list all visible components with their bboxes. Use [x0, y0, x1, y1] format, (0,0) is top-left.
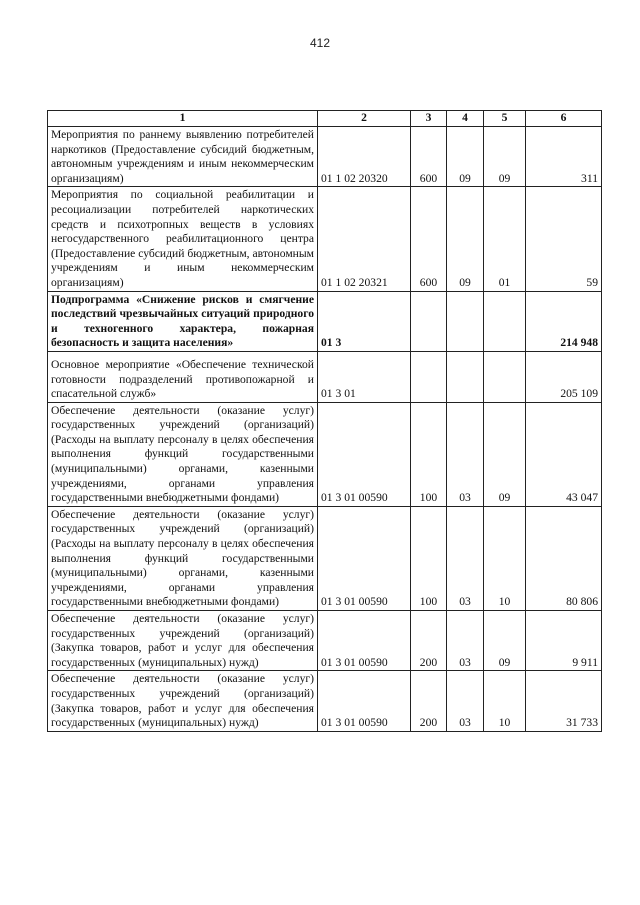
row-code: 01 3 01 00590 [318, 506, 411, 610]
row-description: Мероприятия по социальной реабилитации и ресоциализации потребителей наркотических средств и психотропных веществ в условиях негосударственного реабилитационного центра (Предоставление субсидий бюджетным, автономным учреждениям и иным некоммерческим организациям) [48, 187, 318, 291]
row-code: 01 3 [318, 291, 411, 351]
table-row [48, 402, 602, 506]
row-col4: 03 [447, 671, 484, 731]
row-amount: 80 806 [526, 506, 602, 610]
row-col4: 09 [447, 187, 484, 291]
row-code: 01 1 02 20320 [318, 127, 411, 187]
table-row [48, 351, 602, 402]
row-description: Обеспечение деятельности (оказание услуг) государственных учреждений (организаций) (Расходы на выплату персоналу в целях обеспечения выполнения функций государственными (муниципальными) органами, казенными учреждениями, органами управления государственными внебюджетными фондами) [48, 506, 318, 610]
table-row [48, 611, 602, 671]
row-amount: 43 047 [526, 402, 602, 506]
row-description: Обеспечение деятельности (оказание услуг) государственных учреждений (организаций) (Закупка товаров, работ и услуг для обеспечения государственных (муниципальных) нужд) [48, 611, 318, 671]
row-amount: 205 109 [526, 351, 602, 402]
table-row [48, 127, 602, 187]
row-description: Обеспечение деятельности (оказание услуг) государственных учреждений (организаций) (Закупка товаров, работ и услуг для обеспечения государственных (муниципальных) нужд) [48, 671, 318, 731]
header-col-3: 3 [411, 111, 447, 127]
table-row [48, 671, 602, 731]
table-row [48, 506, 602, 610]
row-code: 01 3 01 [318, 351, 411, 402]
row-col4: 03 [447, 611, 484, 671]
row-amount: 311 [526, 127, 602, 187]
row-col5: 01 [484, 187, 526, 291]
row-col3: 600 [411, 187, 447, 291]
row-col4 [447, 351, 484, 402]
row-description: Обеспечение деятельности (оказание услуг) государственных учреждений (организаций) (Расходы на выплату персоналу в целях обеспечения выполнения функций государственными (муниципальными) органами, казенными учреждениями, органами управления государственными внебюджетными фондами) [48, 402, 318, 506]
row-col3: 600 [411, 127, 447, 187]
row-description: Подпрограмма «Снижение рисков и смягчение последствий чрезвычайных ситуаций природного и техногенного характера, пожарная безопасность и защита населения» [48, 291, 318, 351]
row-col3: 100 [411, 506, 447, 610]
page-number: 412 [309, 36, 331, 50]
row-col3: 200 [411, 611, 447, 671]
row-col4: 03 [447, 402, 484, 506]
row-col4 [447, 291, 484, 351]
row-code: 01 3 01 00590 [318, 671, 411, 731]
row-col5: 10 [484, 671, 526, 731]
row-code: 01 1 02 20321 [318, 187, 411, 291]
row-description: Мероприятия по раннему выявлению потребителей наркотиков (Предоставление субсидий бюджетным, автономным учреждениям и иным некоммерческим организациям) [48, 127, 318, 187]
header-col-4: 4 [447, 111, 484, 127]
table-header-row [48, 111, 602, 127]
header-col-1: 1 [48, 111, 318, 127]
row-col5: 09 [484, 611, 526, 671]
row-code: 01 3 01 00590 [318, 611, 411, 671]
row-description: Основное мероприятие «Обеспечение технической готовности подразделений противопожарной и спасательной служб» [48, 351, 318, 402]
row-amount: 214 948 [526, 291, 602, 351]
row-col5: 09 [484, 127, 526, 187]
row-col3: 100 [411, 402, 447, 506]
row-col3 [411, 351, 447, 402]
row-col3: 200 [411, 671, 447, 731]
row-col5: 10 [484, 506, 526, 610]
table-row [48, 187, 602, 291]
row-code: 01 3 01 00590 [318, 402, 411, 506]
row-amount: 59 [526, 187, 602, 291]
row-col5: 09 [484, 402, 526, 506]
table-row-subprogram [48, 291, 602, 351]
header-col-6: 6 [526, 111, 602, 127]
row-col3 [411, 291, 447, 351]
header-col-2: 2 [318, 111, 411, 127]
row-col5 [484, 291, 526, 351]
row-col5 [484, 351, 526, 402]
header-col-5: 5 [484, 111, 526, 127]
row-col4: 03 [447, 506, 484, 610]
row-col4: 09 [447, 127, 484, 187]
row-amount: 9 911 [526, 611, 602, 671]
budget-table [47, 110, 602, 732]
row-amount: 31 733 [526, 671, 602, 731]
